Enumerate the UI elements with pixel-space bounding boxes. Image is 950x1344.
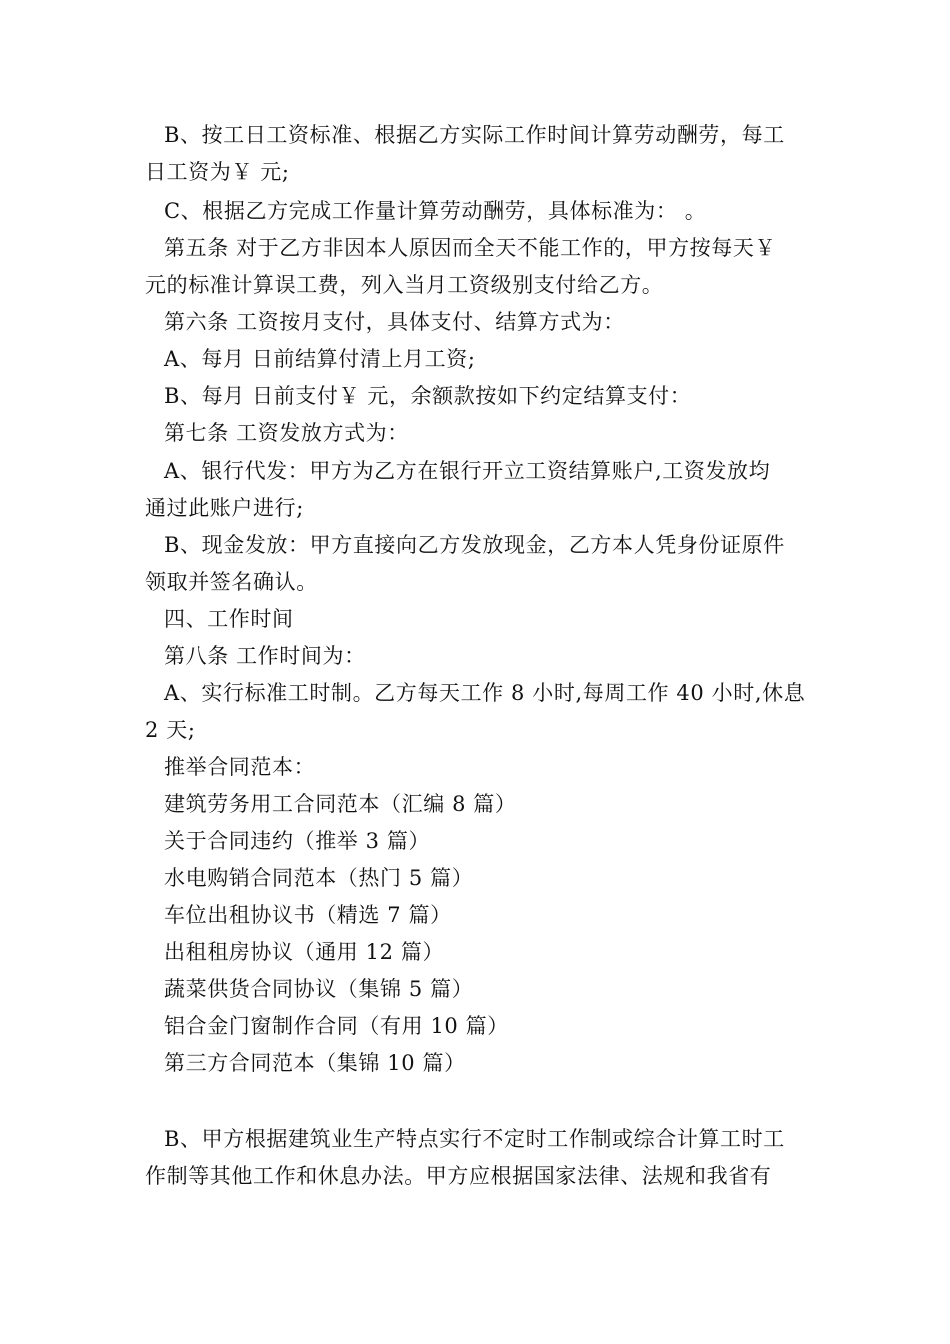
recommend-link[interactable]: 第三方合同范本（集锦 10 篇） <box>164 1051 466 1075</box>
paragraph-line: A、银行代发：甲方为乙方在银行开立工资结算账户,工资发放均 <box>164 459 771 483</box>
paragraph-line: 领取并签名确认。 <box>145 570 318 594</box>
recommend-link[interactable]: 蔬菜供货合同协议（集锦 5 篇） <box>164 977 474 1001</box>
paragraph-line: 第六条 工资按月支付，具体支付、结算方式为： <box>164 310 625 334</box>
paragraph-line: B、甲方根据建筑业生产特点实行不定时工作制或综合计算工时工 <box>164 1127 785 1151</box>
paragraph-line: 第七条 工资发放方式为： <box>164 421 409 445</box>
recommend-heading: 推举合同范本： <box>164 755 316 779</box>
recommend-link[interactable]: 出租租房协议（通用 12 篇） <box>164 940 445 964</box>
recommend-link[interactable]: 关于合同违约（推举 3 篇） <box>164 829 431 853</box>
paragraph-line: B、按工日工资标准、根据乙方实际工作时间计算劳动酬劳，每工 <box>164 123 785 147</box>
section-heading: 四、工作时间 <box>164 607 294 631</box>
paragraph-line: 第五条 对于乙方非因本人原因而全天不能工作的，甲方按每天￥ <box>164 236 777 260</box>
paragraph-line: B、每月 日前支付￥ 元，余额款按如下约定结算支付： <box>164 384 692 408</box>
paragraph-line: C、根据乙方完成工作量计算劳动酬劳，具体标准为： 。 <box>164 199 707 223</box>
recommend-link[interactable]: 建筑劳务用工合同范本（汇编 8 篇） <box>164 792 517 816</box>
paragraph-line: B、现金发放：甲方直接向乙方发放现金，乙方本人凭身份证原件 <box>164 533 785 557</box>
paragraph-line: A、每月 日前结算付清上月工资; <box>164 347 476 371</box>
paragraph-line: 作制等其他工作和休息办法。甲方应根据国家法律、法规和我省有 <box>145 1164 772 1188</box>
paragraph-line: 第八条 工作时间为： <box>164 644 366 668</box>
paragraph-line: 2 天; <box>145 718 196 742</box>
paragraph-line: A、实行标准工时制。乙方每天工作 8 小时,每周工作 40 小时,休息 <box>164 681 806 705</box>
paragraph-line: 日工资为￥ 元; <box>145 160 290 184</box>
recommend-link[interactable]: 水电购销合同范本（热门 5 篇） <box>164 866 474 890</box>
paragraph-line: 通过此账户进行; <box>145 496 304 520</box>
recommend-link[interactable]: 车位出租协议书（精选 7 篇） <box>164 903 452 927</box>
paragraph-line: 元的标准计算误工费，列入当月工资级别支付给乙方。 <box>145 273 664 297</box>
recommend-link[interactable]: 铝合金门窗制作合同（有用 10 篇） <box>164 1014 509 1038</box>
